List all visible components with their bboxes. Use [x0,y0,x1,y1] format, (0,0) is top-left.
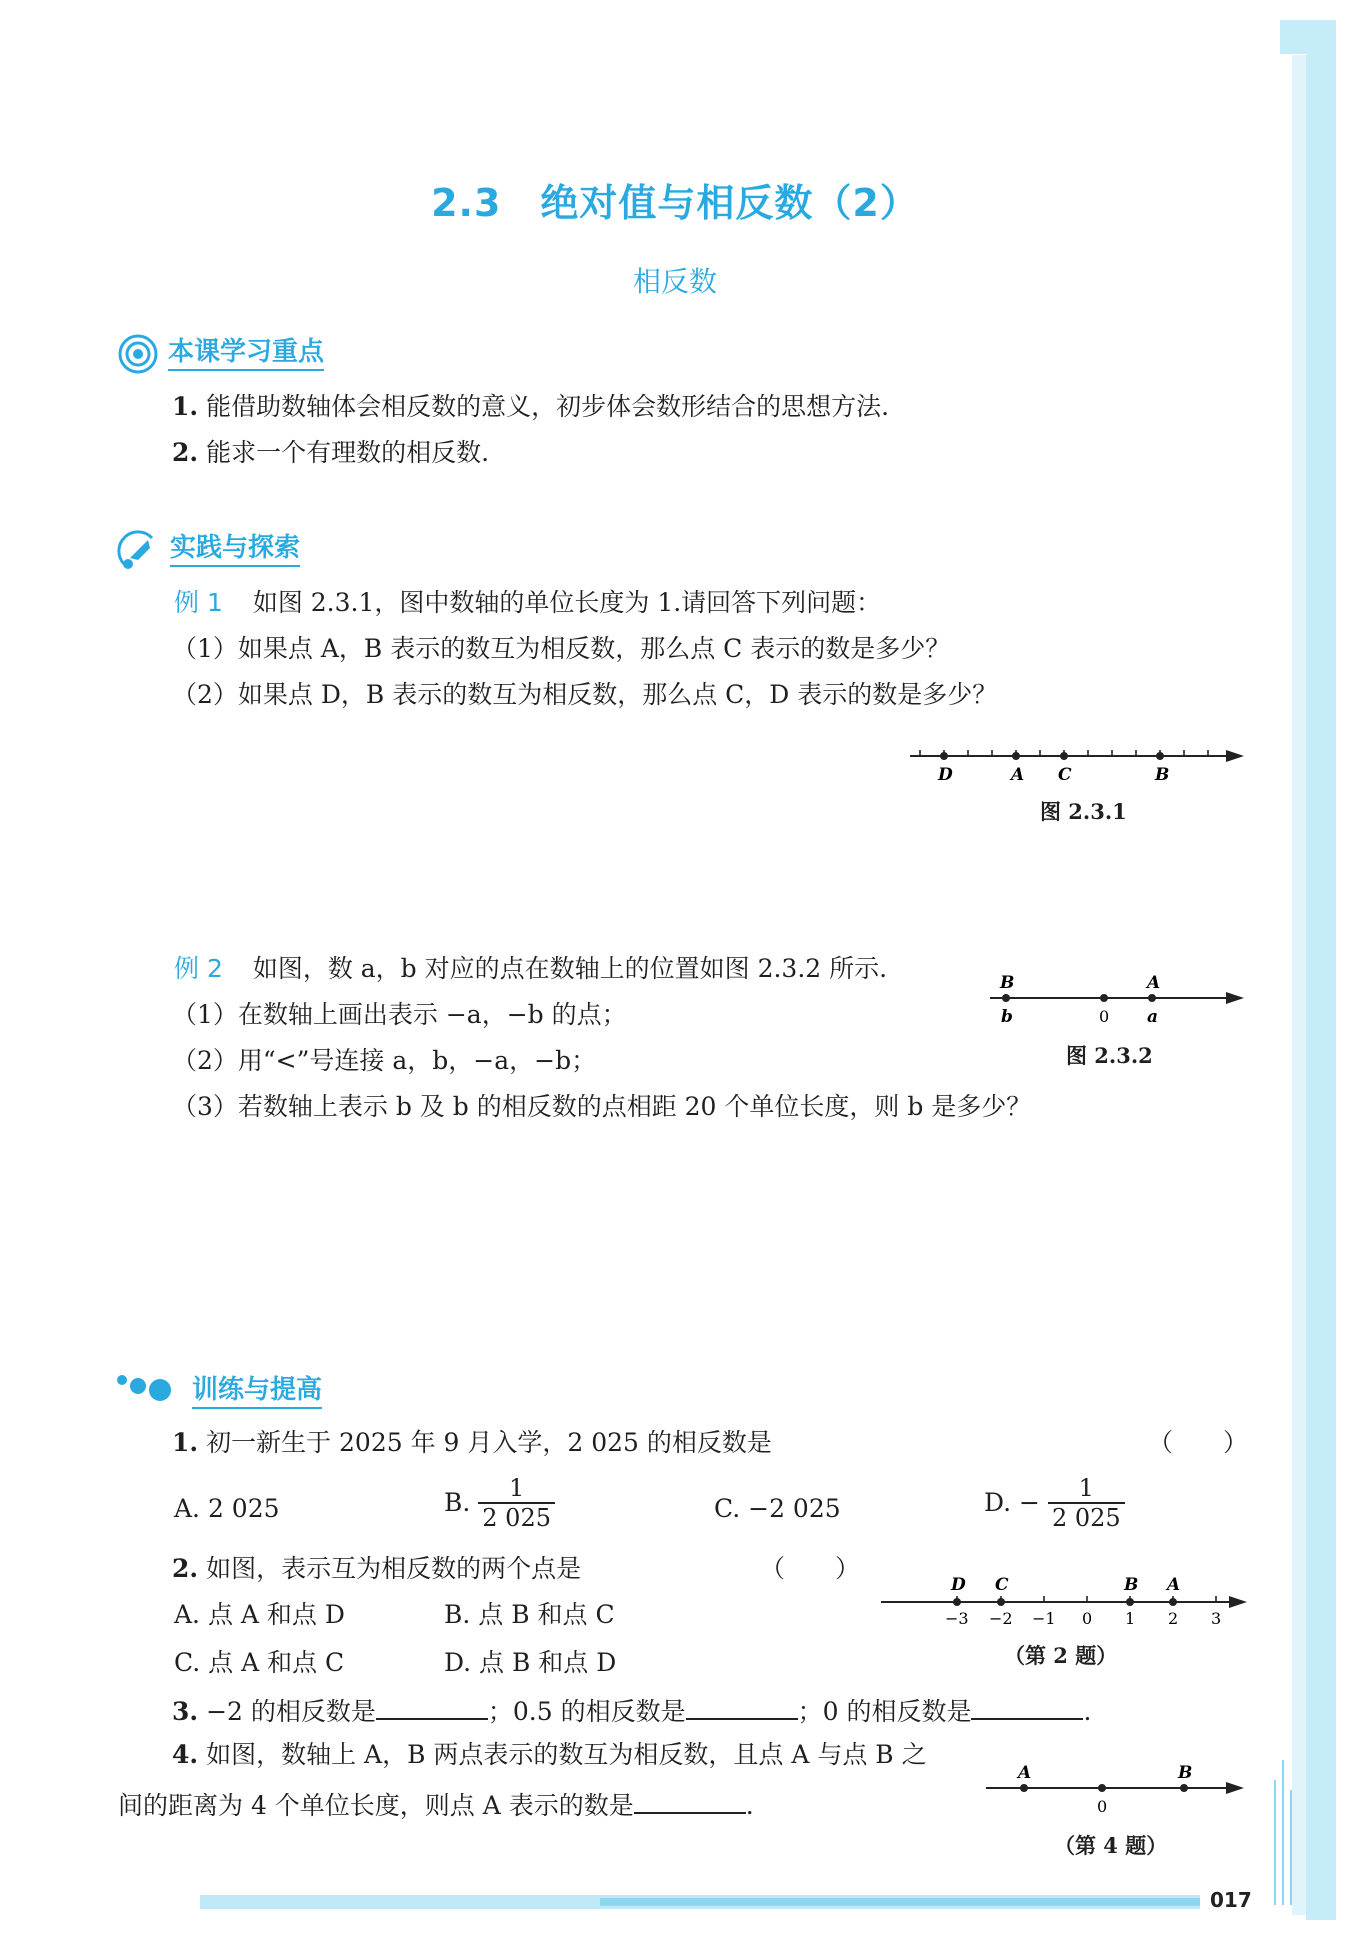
option-d-prefix: D. − [984,1488,1040,1517]
question-text-part-2: ；0.5 的相反数是 [487,1697,686,1726]
point-a [1169,1598,1177,1606]
figure-2-3-1-number-line [900,738,1250,788]
page-number: 017 [1210,1888,1252,1912]
label-a-lower: a [1147,1007,1159,1027]
point-a [1148,994,1156,1002]
figure-2-3-2-number-line [980,972,1250,1032]
label-d: D [951,1575,966,1595]
tick-label: 1 [1125,1609,1136,1628]
label-a: A [1167,1575,1181,1595]
point-zero [1098,1784,1106,1792]
fraction-denominator: 2 025 [1051,1504,1121,1532]
tick-label: 0 [1082,1609,1093,1628]
fraction-numerator: 1 [1048,1474,1125,1504]
question-text-part-1: −2 的相反数是 [206,1697,376,1726]
tick-label: −2 [989,1609,1013,1628]
option-c: C. −2 025 [714,1494,841,1523]
fraction [1048,1474,1125,1532]
example-1-intro [174,586,881,620]
label-zero: 0 [1099,1007,1110,1026]
question-text-end: . [745,1791,754,1820]
answer-blank[interactable] [634,1786,746,1814]
option-c: C. 点 A 和点 C [174,1648,345,1677]
answer-paren: （ ） [1148,1428,1249,1457]
rocket-icon [116,528,160,572]
training-question-1 [172,1426,772,1460]
point-a [1020,1784,1028,1792]
label-a: A [1018,1763,1032,1783]
practice-heading: 实践与探索 [170,532,300,567]
option-d [984,1474,1125,1532]
example-2-question-2: （2）用“<”号连接 a，b，−a，−b； [172,1046,597,1075]
target-icon [118,334,158,374]
example-2-label: 例 2 [174,954,223,983]
example-2-question-1: （1）在数轴上画出表示 −a，−b 的点； [172,1000,627,1029]
label-b-lower: b [1001,1007,1013,1027]
question-number: 2. [172,1554,199,1583]
question-number: 3. [172,1697,199,1726]
point-a [1012,752,1020,760]
focus-item-2 [172,436,489,470]
question-number: 1. [172,1428,199,1457]
option-a: A. 2 025 [174,1494,280,1523]
question-4-figure-caption: （第 4 题） [1054,1833,1168,1858]
label-b: B [1155,765,1170,785]
label-c: C [995,1575,1009,1595]
point-d [953,1598,961,1606]
fraction-denominator: 2 025 [482,1504,551,1532]
point-b [1126,1598,1134,1606]
focus-heading: 本课学习重点 [168,336,324,371]
tick-label: 2 [1168,1609,1179,1628]
question-text: 间的距离为 4 个单位长度，则点 A 表示的数是 [118,1791,634,1820]
focus-item-1 [172,390,889,424]
question-4-number-line [980,1760,1250,1820]
option-d: D. 点 B 和点 D [444,1648,617,1677]
focus-item-text: 能借助数轴体会相反数的意义，初步体会数形结合的思想方法. [206,392,890,421]
question-text: 如图，表示互为相反数的两个点是 [206,1554,582,1583]
option-b-prefix: B. [444,1488,471,1517]
example-2-intro [174,952,887,986]
figure-2-3-2-caption: 图 2.3.2 [1066,1043,1153,1068]
point-c [1060,752,1068,760]
answer-blank[interactable] [686,1692,798,1720]
point-d [940,752,948,760]
focus-item-number: 2. [172,438,199,467]
option-b [444,1474,555,1532]
tick-label: 3 [1211,1609,1222,1628]
label-b: B [1124,1575,1139,1595]
point-b [1180,1784,1188,1792]
training-question-3 [172,1692,1091,1729]
example-2-text: 如图，数 a，b 对应的点在数轴上的位置如图 2.3.2 所示. [252,954,888,983]
question-2-figure-caption: （第 2 题） [1004,1643,1118,1668]
question-text: 如图，数轴上 A，B 两点表示的数互为相反数，且点 A 与点 B 之 [206,1740,927,1769]
example-1-question-1: （1）如果点 A，B 表示的数互为相反数，那么点 C 表示的数是多少？ [172,634,951,663]
label-a-upper: A [1147,973,1161,993]
example-1-label: 例 1 [174,588,223,617]
training-question-2 [172,1552,581,1586]
answer-paren: （ ） [760,1554,861,1583]
option-b: B. 点 B 和点 C [444,1600,615,1629]
page-title: 2.3 绝对值与相反数（2） [431,181,919,225]
label-c: C [1058,765,1072,785]
label-b: B [1178,1763,1193,1783]
question-text-part-3: ；0 的相反数是 [797,1697,972,1726]
fraction [478,1474,555,1532]
question-number: 4. [172,1740,199,1769]
example-2-question-3: （3）若数轴上表示 b 及 b 的相反数的点相距 20 个单位长度，则 b 是多少？ [172,1092,1032,1121]
point-zero [1100,994,1108,1002]
example-1-question-2: （2）如果点 D，B 表示的数互为相反数，那么点 C，D 表示的数是多少？ [172,680,998,709]
dots-icon [114,1370,194,1406]
label-d: D [938,765,953,785]
answer-blank[interactable] [376,1692,488,1720]
point-c [997,1598,1005,1606]
training-question-4-line-2 [118,1786,754,1823]
tick-label: −3 [945,1609,969,1628]
label-zero: 0 [1097,1797,1108,1816]
figure-2-3-1-caption: 图 2.3.1 [1040,799,1127,824]
point-b [1002,994,1010,1002]
page-subtitle: 相反数 [632,265,717,298]
question-2-number-line [875,1570,1255,1630]
fraction-numerator: 1 [478,1474,555,1504]
example-1-text: 如图 2.3.1，图中数轴的单位长度为 1.请回答下列问题： [252,588,882,617]
option-a: A. 点 A 和点 D [174,1600,345,1629]
question-text: 初一新生于 2025 年 9 月入学，2 025 的相反数是 [206,1428,772,1457]
training-heading: 训练与提高 [192,1374,322,1409]
focus-item-text: 能求一个有理数的相反数. [206,438,490,467]
question-text-end: . [1083,1697,1092,1726]
tick-label: −1 [1032,1609,1056,1628]
label-a: A [1011,765,1025,785]
focus-item-number: 1. [172,392,199,421]
point-b [1156,752,1164,760]
training-question-4-line-1 [172,1738,927,1772]
label-b-upper: B [1000,973,1015,993]
answer-blank[interactable] [971,1692,1083,1720]
